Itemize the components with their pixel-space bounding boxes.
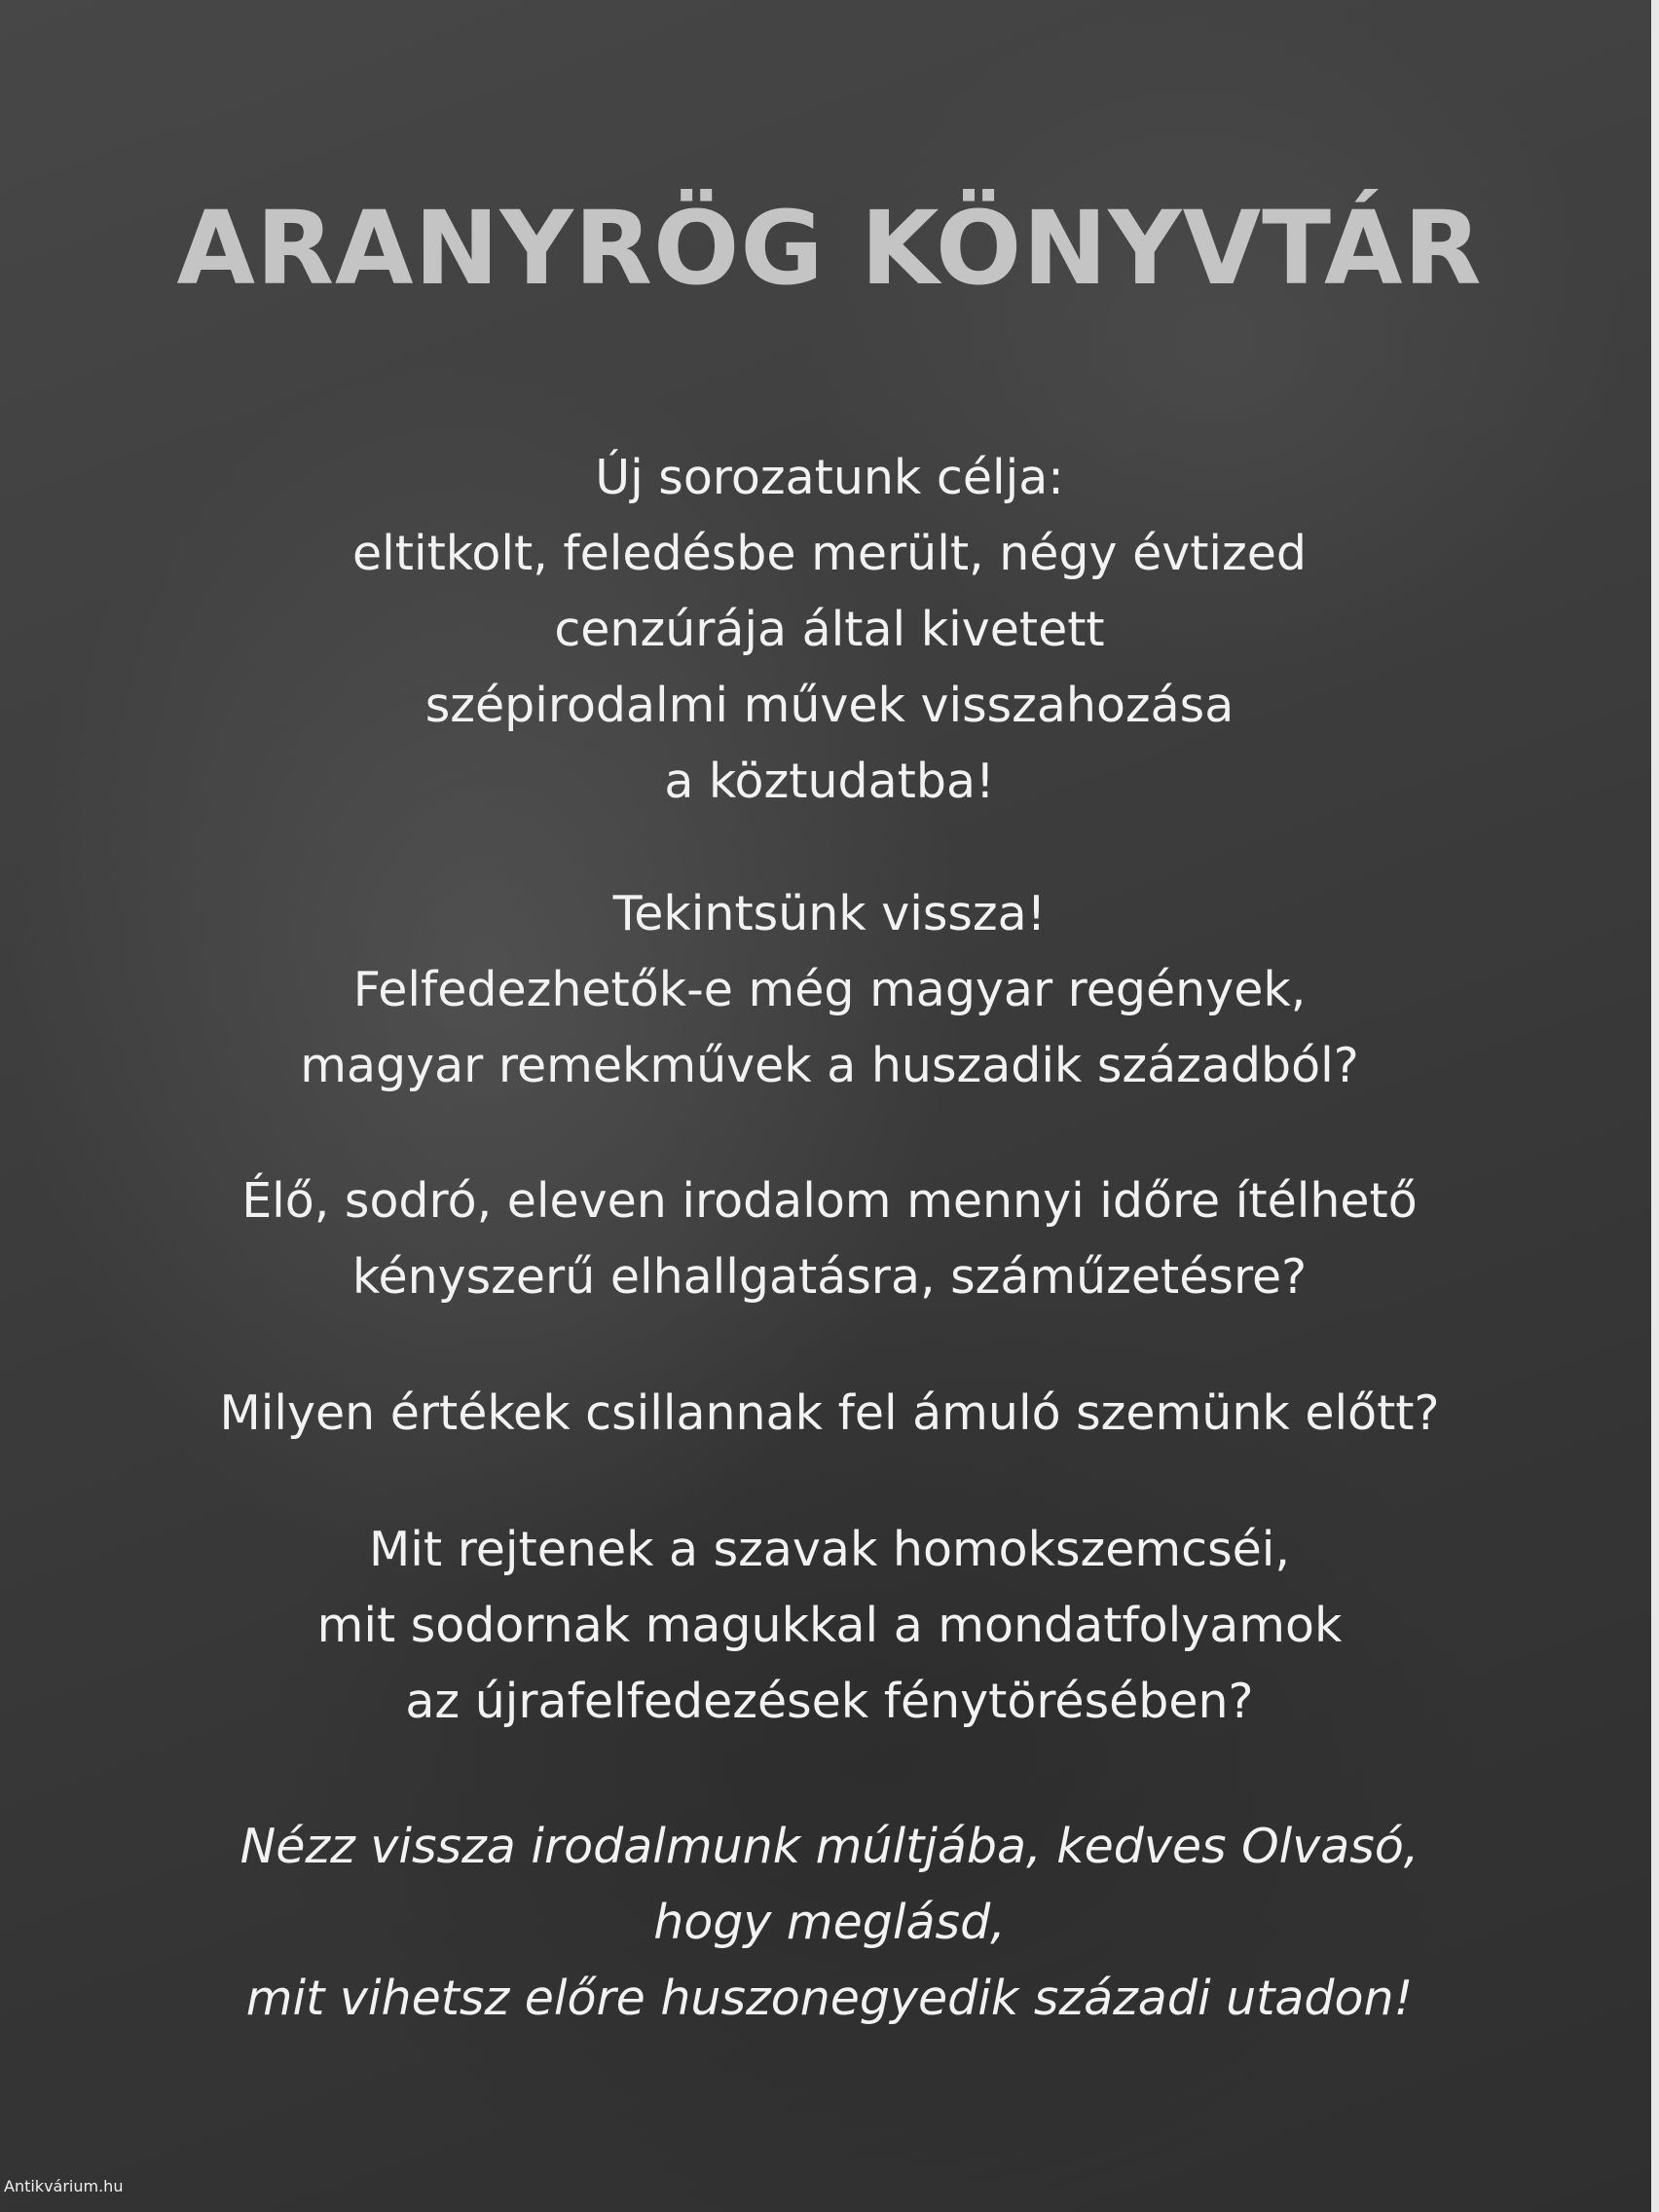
text-line: Nézz vissza irodalmunk múltjába, kedves Olvasó, xyxy=(240,1819,1419,1874)
text-line: eltitkolt, feledésbe merült, négy évtized xyxy=(351,526,1308,581)
paragraph-living-literature xyxy=(39,1163,1620,1315)
text-line: mit sodornak magukkal a mondatfolyamok xyxy=(316,1598,1343,1653)
text-line: magyar remekművek a huszadik századból? xyxy=(300,1038,1359,1093)
text-line: Milyen értékek csillannak fel ámuló szemünk előtt? xyxy=(219,1385,1440,1441)
text-line: hogy meglásd, xyxy=(653,1895,1006,1950)
text-line: Tekintsünk vissza! xyxy=(612,886,1047,941)
text-line: az újrafelfedezések fénytörésében? xyxy=(405,1674,1254,1729)
paragraph-series-goal xyxy=(39,440,1620,820)
scan-edge xyxy=(1651,0,1659,2212)
watermark-credit: Antikvárium.hu xyxy=(4,2177,124,2195)
text-line: Mit rejtenek a szavak homokszemcséi, xyxy=(369,1522,1290,1577)
series-title: ARANYRÖG KÖNYVTÁR xyxy=(176,189,1483,308)
text-line: szépirodalmi művek visszahozása xyxy=(424,678,1235,733)
text-line: Felfedezhetők-e még magyar regények, xyxy=(352,962,1307,1017)
paragraph-words xyxy=(39,1512,1620,1740)
text-line: mit vihetsz előre huszonegyedik századi utadon! xyxy=(245,1971,1414,2026)
text-line: Élő, sodró, eleven irodalom mennyi időre ítélhető xyxy=(241,1173,1418,1229)
paragraph-reader-address xyxy=(39,1809,1620,2037)
paragraph-values xyxy=(39,1376,1620,1452)
text-line: kényszerű elhallgatásra, száműzetésre? xyxy=(351,1249,1308,1305)
text-line: cenzúrája által kivetett xyxy=(554,602,1105,657)
text-line: a köztudatba! xyxy=(664,754,995,809)
text-line: Új sorozatunk célja: xyxy=(595,450,1064,505)
paragraph-look-back xyxy=(39,876,1620,1104)
